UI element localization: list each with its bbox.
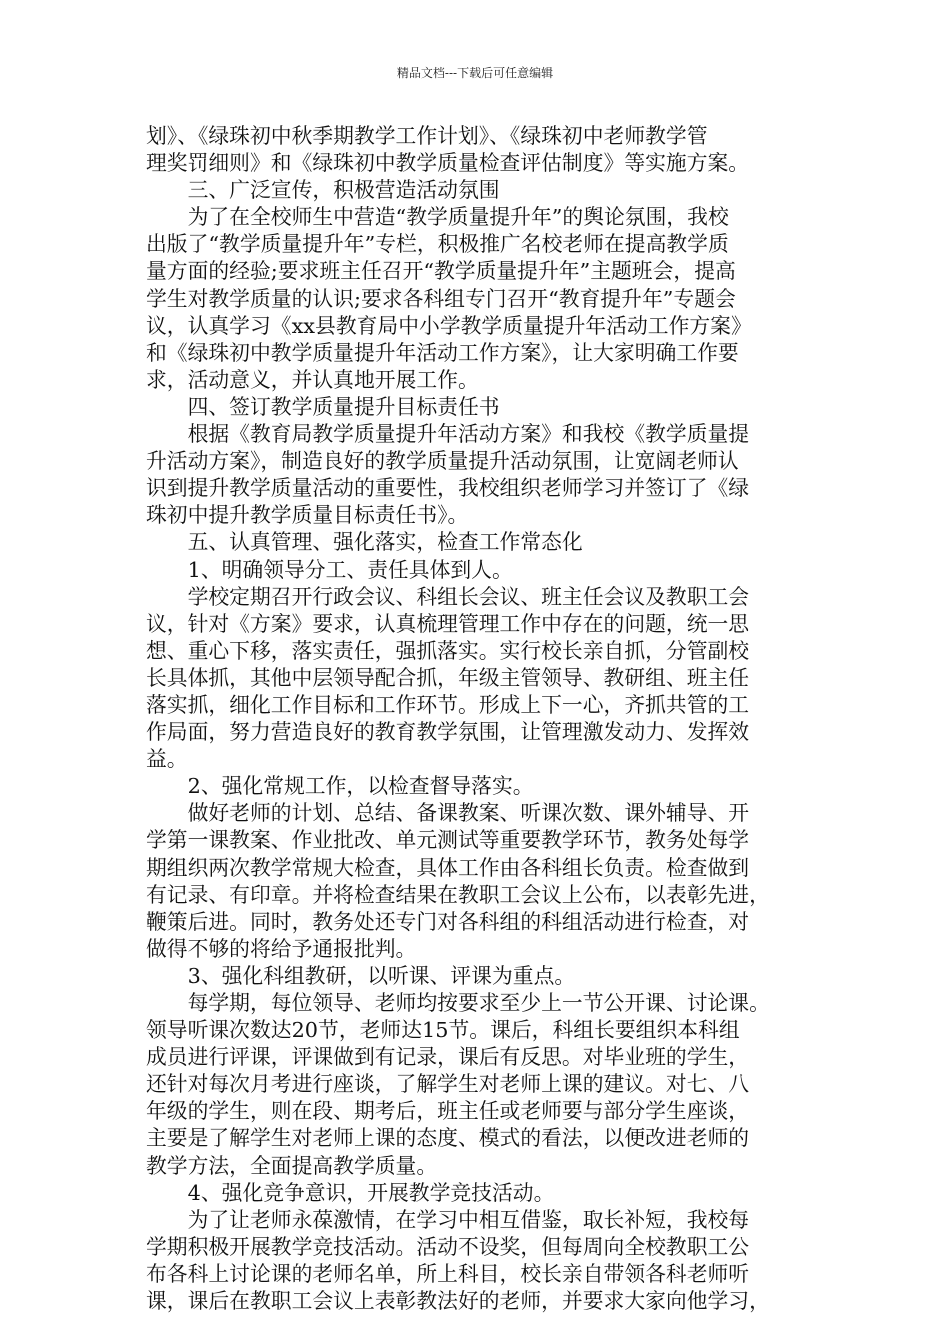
text-line: 有记录、有印章。并将检查结果在教职工会议上公布，以表彰先进， [146, 882, 770, 907]
text-line: 作局面，努力营造良好的教育教学氛围，让管理激发动力、发挥效 [146, 720, 750, 745]
text-line: 成员进行评课，评课做到有记录，课后有反思。对毕业班的学生， [146, 1045, 750, 1070]
text-line: 划》、《绿珠初中秋季期教学工作计划》、《绿珠初中老师教学管 [146, 124, 708, 148]
text-line: 年级的学生，则在段、期考后，班主任或老师要与部分学生座谈， [146, 1099, 750, 1124]
text-line: 落实抓，细化工作目标和工作环节。形成上下一心，齐抓共管的工 [146, 692, 750, 717]
document-body [146, 123, 810, 1315]
text-line: 为了在全校师生中营造“教学质量提升年”的舆论氛围，我校 [187, 205, 729, 230]
text-line: 教学方法，全面提高教学质量。 [146, 1153, 438, 1178]
text-line: 学校定期召开行政会议、科组长会议、班主任会议及教职工会 [187, 584, 750, 609]
text-line: 领导听课次数达20节，老师达15节。课后，科组长要组织本科组 [146, 1018, 740, 1043]
text-line: 布各科上讨论课的老师名单，所上科目，校长亲自带领各科老师听 [146, 1261, 750, 1286]
text-line: 鞭策后进。同时，教务处还专门对各科组的科组活动进行检查，对 [146, 909, 750, 934]
text-line: 三、广泛宣传，积极营造活动氛围 [187, 178, 500, 203]
text-line: 课，课后在教职工会议上表彰教法好的老师，并要求大家向他学习， [146, 1289, 770, 1314]
text-line: 求，活动意义，并认真地开展工作。 [146, 367, 479, 392]
text-line: 为了让老师永葆激情，在学习中相互借鉴，取长补短，我校每 [187, 1207, 750, 1232]
text-line: 学期积极开展教学竞技活动。活动不设奖，但每周向全校教职工公 [146, 1234, 750, 1259]
text-line: 想、重心下移，落实责任，强抓落实。实行校长亲自抓，分管副校 [146, 638, 750, 663]
text-line: 根据《教育局教学质量提升年活动方案》和我校《教学质量提 [187, 422, 750, 447]
text-line: 每学期，每位领导、老师均按要求至少上一节公开课、讨论课。 [187, 991, 770, 1015]
text-line: 升活动方案》，制造良好的教学质量提升活动氛围，让宽阔老师认 [146, 449, 739, 474]
page-header: 精品文档---下载后可任意编辑 [396, 66, 554, 80]
text-line: 出版了“教学质量提升年”专栏，积极推广名校老师在提高教学质 [146, 232, 729, 257]
text-line: 主要是了解学生对老师上课的态度、模式的看法，以便改进老师的 [146, 1126, 750, 1151]
text-line: 益。 [146, 747, 188, 772]
text-line: 还针对每次月考进行座谈，了解学生对老师上课的建议。对七、八 [146, 1072, 750, 1097]
text-line: 长具体抓，其他中层领导配合抓，年级主管领导、教研组、班主任 [146, 665, 750, 690]
text-line: 五、认真管理、强化落实，检查工作常态化 [187, 530, 583, 555]
text-line: 3、强化科组教研，以听课、评课为重点。 [187, 963, 576, 988]
text-line: 期组织两次教学常规大检查，具体工作由各科组长负责。检查做到 [146, 855, 750, 880]
text-line: 1、明确领导分工、责任具体到人。 [187, 557, 513, 582]
text-line: 议，认真学习《xx县教育局中小学教学质量提升年活动工作方案》 [146, 313, 752, 338]
text-line: 做好老师的计划、总结、备课教案、听课次数、课外辅导、开 [187, 801, 750, 826]
text-line: 识到提升教学质量活动的重要性，我校组织老师学习并签订了《绿 [146, 476, 750, 501]
text-line: 量方面的经验;要求班主任召开“教学质量提升年”主题班会，提高 [146, 259, 736, 284]
text-line: 2、强化常规工作，以检查督导落实。 [187, 774, 534, 799]
text-line: 议，针对《方案》要求，认真梳理管理工作中存在的问题，统一思 [146, 611, 750, 636]
text-line: 和《绿珠初中教学质量提升年活动工作方案》，让大家明确工作要 [146, 340, 739, 365]
text-line: 做得不够的将给予通报批判。 [146, 936, 417, 961]
text-line: 学生对教学质量的认识;要求各科组专门召开“教育提升年”专题会 [146, 286, 736, 311]
text-line: 学第一课教案、作业批改、单元测试等重要教学环节，教务处每学 [146, 828, 750, 853]
text-line: 理奖罚细则》和《绿珠初中教学质量检查评估制度》等实施方案。 [146, 151, 750, 176]
text-line: 4、强化竞争意识，开展教学竞技活动。 [187, 1180, 555, 1205]
text-line: 珠初中提升教学质量目标责任书》。 [146, 503, 469, 528]
text-line: 四、签订教学质量提升目标责任书 [187, 394, 500, 419]
